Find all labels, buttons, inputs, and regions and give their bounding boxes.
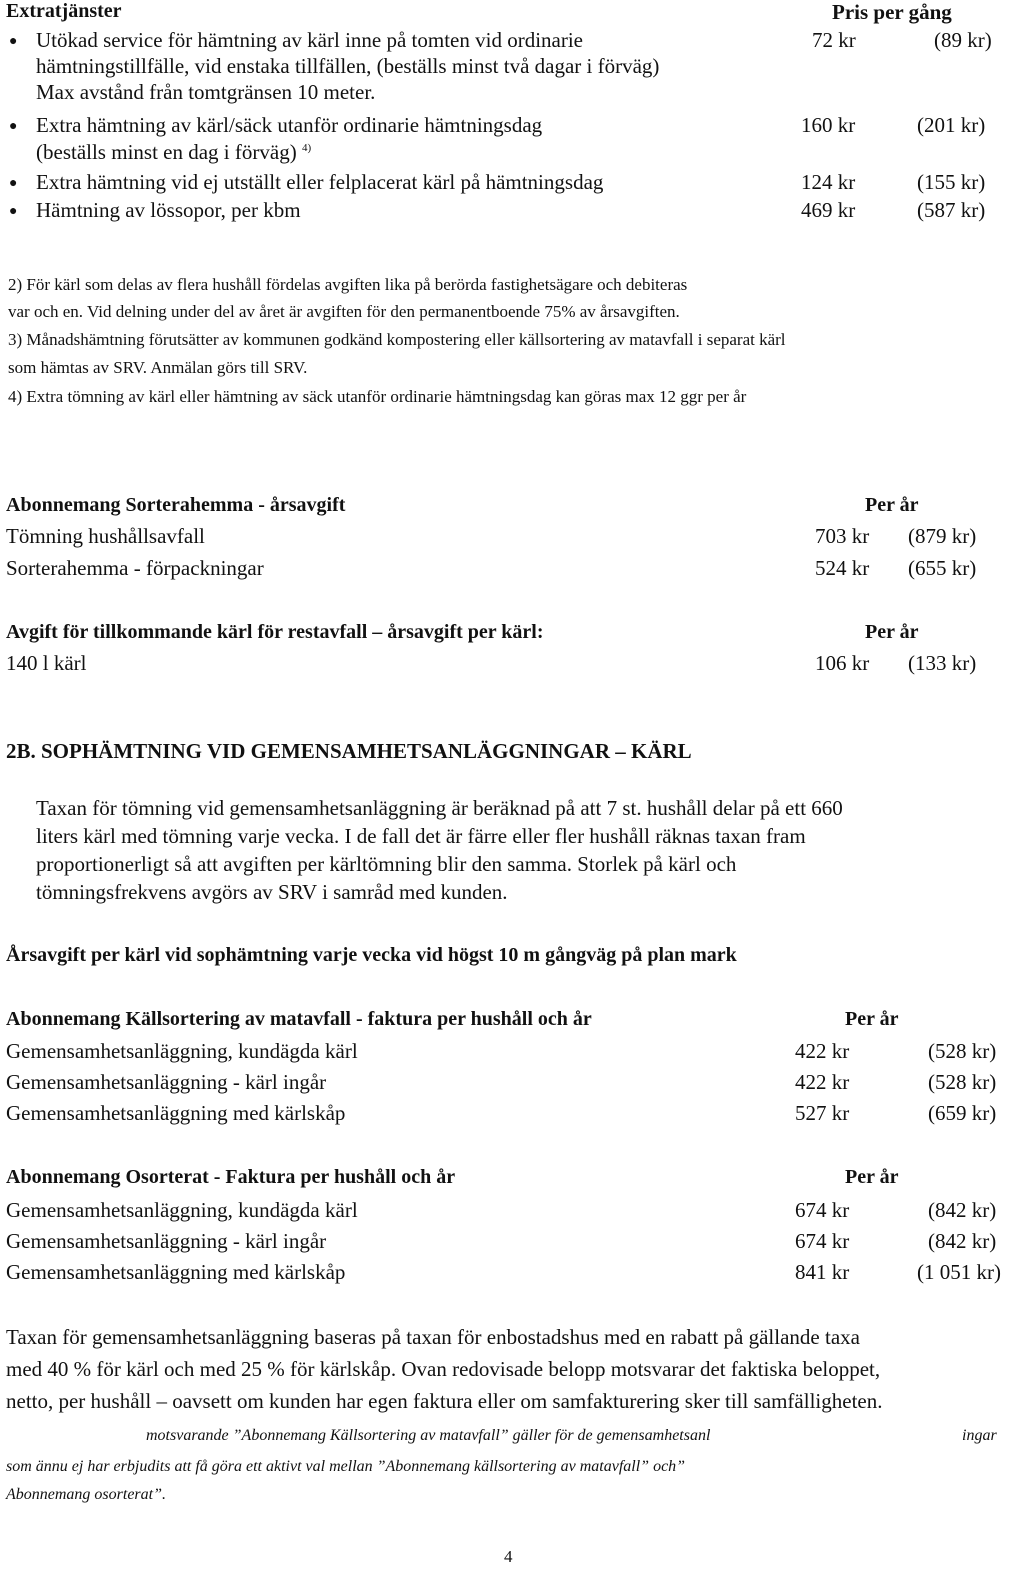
paragraph-line: med 40 % för kärl och med 25 % för kärlskåp. Ovan redovisade belopp motsvarar det faktiska beloppet, xyxy=(6,1357,881,1381)
paragraph-line: liters kärl med tömning varje vecka. I de fall det är färre eller fler hushåll räknas taxan fram xyxy=(36,824,806,848)
per-year-header: Per år xyxy=(865,621,919,643)
bullet-icon: ● xyxy=(9,204,18,219)
extra-item-price-incl: (155 kr) xyxy=(917,170,986,194)
row-label: Gemensamhetsanläggning - kärl ingår xyxy=(6,1229,327,1253)
kallsortering-heading: Abonnemang Källsortering av matavfall - faktura per hushåll och år xyxy=(6,1008,592,1030)
bullet-icon: ● xyxy=(9,119,18,134)
row-label: Sorterahemma - förpackningar xyxy=(6,556,264,580)
section-2b-heading: 2B. SOPHÄMTNING VID GEMENSAMHETSANLÄGGNINGAR – KÄRL xyxy=(6,739,692,763)
page-number: 4 xyxy=(504,1547,513,1566)
row-price-incl: (879 kr) xyxy=(908,524,977,548)
sorterahemma-heading: Abonnemang Sorterahemma - årsavgift xyxy=(6,494,346,516)
extra-item-line: Extra hämtning av kärl/säck utanför ordinarie hämtningsdag xyxy=(36,113,543,137)
row-label: 140 l kärl xyxy=(6,651,87,675)
row-price: 422 kr xyxy=(795,1070,850,1094)
row-price: 674 kr xyxy=(795,1229,850,1253)
footnote-line: var och en. Vid delning under del av året är avgiften för den permanentboende 75% av årsavgiften. xyxy=(8,302,680,321)
italic-note-line: Abonnemang osorterat”. xyxy=(6,1486,166,1503)
osorterat-heading: Abonnemang Osorterat - Faktura per hushåll och år xyxy=(6,1166,456,1188)
footnote-line: 4) Extra tömning av kärl eller hämtning av säck utanför ordinarie hämtningsdag kan göras max 12 ggr per år xyxy=(8,387,747,406)
per-year-header: Per år xyxy=(845,1008,899,1030)
paragraph-line: Taxan för gemensamhetsanläggning baseras på taxan för enbostadshus med en rabatt på gällande taxa xyxy=(6,1325,860,1349)
extra-item-line: Max avstånd från tomtgränsen 10 meter. xyxy=(36,80,376,104)
extra-item-price: 124 kr xyxy=(801,170,856,194)
extra-item-line: (beställs minst en dag i förväg) xyxy=(36,140,297,164)
row-price-incl: (528 kr) xyxy=(928,1070,997,1094)
section-2b-subheading: Årsavgift per kärl vid sophämtning varje vecka vid högst 10 m gångväg på plan mark xyxy=(6,944,737,966)
row-label: Gemensamhetsanläggning med kärlskåp xyxy=(6,1101,346,1125)
row-price-incl: (842 kr) xyxy=(928,1229,997,1253)
row-price: 527 kr xyxy=(795,1101,850,1125)
extra-item-price: 160 kr xyxy=(801,113,856,137)
italic-note-line: som ännu ej har erbjudits att få göra ett aktivt val mellan ”Abonnemang källsortering av matavfall” och” xyxy=(6,1458,686,1475)
paragraph-line: Taxan för tömning vid gemensamhetsanläggning är beräknad på att 7 st. hushåll delar på ett 660 xyxy=(36,796,843,820)
row-price: 106 kr xyxy=(815,651,870,675)
extra-heading: Extratjänster xyxy=(6,0,122,22)
paragraph-line: tömningsfrekvens avgörs av SRV i samråd med kunden. xyxy=(36,880,508,904)
row-price-incl: (655 kr) xyxy=(908,556,977,580)
row-label: Gemensamhetsanläggning - kärl ingår xyxy=(6,1070,327,1094)
extra-item-line: Utökad service för hämtning av kärl inne på tomten vid ordinarie xyxy=(36,28,583,52)
row-price-incl: (1 051 kr) xyxy=(917,1260,1001,1284)
extra-item-price-incl: (201 kr) xyxy=(917,113,986,137)
row-label: Gemensamhetsanläggning, kundägda kärl xyxy=(6,1198,358,1222)
row-price-incl: (133 kr) xyxy=(908,651,977,675)
extra-item-price: 72 kr xyxy=(812,28,856,52)
row-price: 422 kr xyxy=(795,1039,850,1063)
per-year-header: Per år xyxy=(865,494,919,516)
row-label: Gemensamhetsanläggning, kundägda kärl xyxy=(6,1039,358,1063)
footnote-ref: 4) xyxy=(301,142,312,154)
extra-item-line: Hämtning av lössopor, per kbm xyxy=(36,198,301,222)
footnote-line: 2) För kärl som delas av flera hushåll fördelas avgiften lika på berörda fastighetsägare och debiteras xyxy=(8,275,688,294)
per-year-header: Per år xyxy=(845,1166,899,1188)
row-price-incl: (842 kr) xyxy=(928,1198,997,1222)
row-price: 703 kr xyxy=(815,524,870,548)
row-label: Tömning hushållsavfall xyxy=(6,524,205,548)
extra-item-price-incl: (89 kr) xyxy=(934,28,992,52)
paragraph-line: netto, per hushåll – oavsett om kunden har egen faktura eller om samfakturering sker till samfälligheten. xyxy=(6,1389,883,1413)
row-price-incl: (528 kr) xyxy=(928,1039,997,1063)
extra-item-line: hämtningstillfälle, vid enstaka tillfällen, (beställs minst två dagar i förväg) xyxy=(36,54,660,78)
extra-price-header: Pris per gång xyxy=(832,0,952,24)
footnote-line: som hämtas av SRV. Anmälan görs till SRV. xyxy=(8,358,308,377)
bullet-icon: ● xyxy=(9,34,18,49)
extra-item-line: Extra hämtning vid ej utställt eller felplacerat kärl på hämtningsdag xyxy=(36,170,604,194)
row-price: 841 kr xyxy=(795,1260,850,1284)
row-price: 674 kr xyxy=(795,1198,850,1222)
footnote-line: 3) Månadshämtning förutsätter av kommunen godkänd kompostering eller källsortering av matavfall i separat kärl xyxy=(8,330,786,349)
extra-item-price: 469 kr xyxy=(801,198,856,222)
extra-item-price-incl: (587 kr) xyxy=(917,198,986,222)
row-price: 524 kr xyxy=(815,556,870,580)
paragraph-line: proportionerligt så att avgiften per kärltömning blir den samma. Storlek på kärl och xyxy=(36,852,737,876)
row-price-incl: (659 kr) xyxy=(928,1101,997,1125)
italic-note-line: motsvarande ”Abonnemang Källsortering av matavfall” gäller för de gemensamhetsanl xyxy=(146,1427,711,1444)
italic-note-line: ingar xyxy=(962,1427,997,1444)
tillkommande-heading: Avgift för tillkommande kärl för restavfall – årsavgift per kärl: xyxy=(6,621,544,643)
row-label: Gemensamhetsanläggning med kärlskåp xyxy=(6,1260,346,1284)
bullet-icon: ● xyxy=(9,176,18,191)
